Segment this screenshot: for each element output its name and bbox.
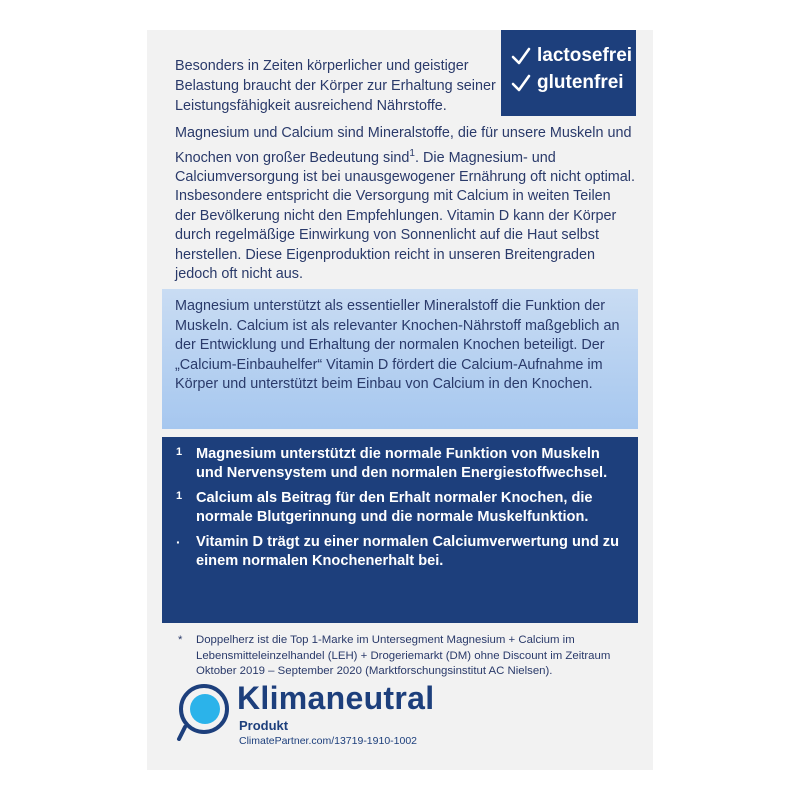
- climate-subtitle: Produkt: [239, 718, 289, 733]
- climate-url: ClimatePartner.com/13719-1910-1002: [239, 735, 418, 747]
- health-claims-box: [162, 437, 638, 623]
- body-text-part1: Magnesium und Calcium sind Mineralstoffe, die für unsere Muskeln und Knochen von großer Bedeutung sind: [175, 125, 632, 166]
- climate-partner-logo-icon: [175, 683, 233, 741]
- claim-marker: ·: [176, 533, 181, 550]
- claim-text: Magnesium unterstützt die normale Funktion von Muskeln und Nervensystem und den normalen Energiestoffwechsel.: [196, 446, 608, 482]
- claim-marker: 1: [176, 446, 183, 458]
- body-text-part2: . Die Magnesium- und Calciumversorgung ist bei unausgewogener Ernährung oft nicht optimal. Insbesondere entspricht die Versorgung mit Calcium in weiten Teilen der Bevölkerung nicht den Empfehlungen. Vitamin D kann der Körper durch regelmäßige Einwirkung von Sonnenlicht auf die Haut selbst herstellen. Diese Eigenproduktion reicht in unseren Breitengraden jedoch oft nicht aus.: [175, 149, 635, 283]
- badge-label: lactosefrei: [537, 45, 633, 66]
- claim-item: [176, 533, 628, 572]
- free-from-badge: [501, 30, 636, 116]
- badge-label: glutenfrei: [537, 72, 624, 93]
- footnote-marker: *: [178, 634, 183, 646]
- climate-title: Klimaneutral: [237, 680, 435, 716]
- footnote-text: Doppelherz ist die Top 1-Marke im Untersegment Magnesium + Calcium im Lebensmitteleinzelhandel (LEH) + Drogeriemarkt (DM) ohne Discount im Zeitraum Oktober 2019 – September 2020 (Marktforschungsinstitut AC Nielsen).: [196, 634, 611, 677]
- claim-text: Calcium als Beitrag für den Erhalt normaler Knochen, die normale Blutgerinnung und die normale Muskelfunktion.: [196, 489, 593, 526]
- checkmark-icon: [511, 46, 531, 66]
- claim-marker: 1: [176, 489, 183, 502]
- info-box: [162, 289, 638, 429]
- checkmark-icon: [511, 73, 531, 93]
- claim-item: [176, 489, 628, 528]
- footnote-reference: 1: [409, 147, 415, 159]
- badge-item-lactosefrei: [511, 42, 636, 69]
- intro-text: Besonders in Zeiten körperlicher und geistiger Belastung braucht der Körper zur Erhaltung seiner Leistungsfähigkeit ausreichend Nährstoffe.: [175, 58, 496, 114]
- market-footnote: [178, 633, 628, 680]
- claim-text: Vitamin D trägt zu einer normalen Calciumverwertung und zu einem normalen Knochenerhalt bei.: [196, 533, 620, 570]
- claim-item: [176, 445, 628, 484]
- body-paragraph: [175, 124, 635, 285]
- info-box-text: Magnesium unterstützt als essentieller Mineralstoff die Funktion der Muskeln. Calcium ist als relevanter Knochen-Nährstoff maßgeblich an der Entwicklung und Erhaltung der normalen Knochen beteiligt. Der „Calcium-Einbauhelfer“ Vitamin D fördert die Calcium-Aufnahme im Körper und unterstützt beim Einbau von Calcium in den Knochen.: [175, 298, 620, 392]
- badge-item-glutenfrei: [511, 69, 636, 96]
